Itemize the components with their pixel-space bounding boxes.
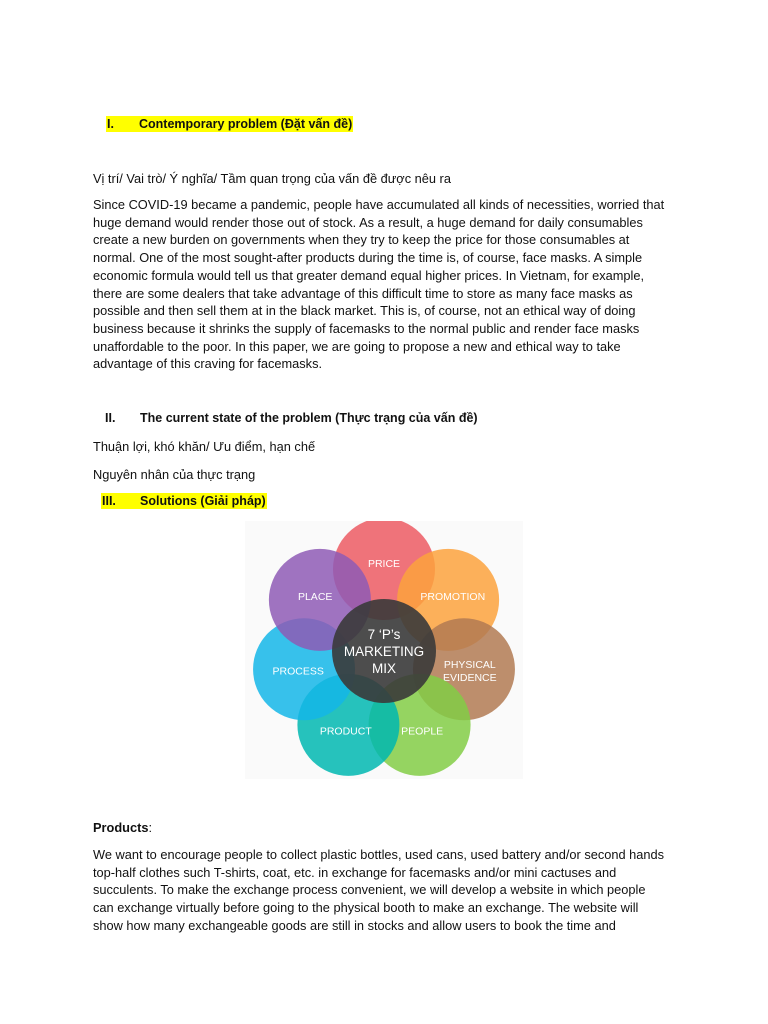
section-1-paragraph-line: there are some dealers that take advantage of this difficult time to store as many face masks as xyxy=(93,285,633,301)
section-2-line-1: Thuận lợi, khó khăn/ Ưu điểm, hạn chế xyxy=(93,439,316,454)
section-3-title: Solutions (Giải pháp) xyxy=(140,494,266,508)
products-paragraph xyxy=(93,846,693,935)
petal-label: PEOPLE xyxy=(401,725,444,738)
section-1-paragraph xyxy=(93,196,693,373)
center-label: MIX xyxy=(371,661,397,676)
products-heading xyxy=(93,819,152,836)
section-1-paragraph-line: huge demand would render those out of stock. As a result, a huge demand for daily consumables xyxy=(93,214,643,230)
section-1-subtitle: Vị trí/ Vai trò/ Ý nghĩa/ Tầm quan trọng của vấn đề được nêu ra xyxy=(93,171,451,186)
section-1-paragraph-line: business because it shrinks the supply of facemasks to the normal public and render face masks xyxy=(93,320,640,336)
products-paragraph-line: We want to encourage people to collect plastic bottles, used cans, used battery and/or second hands xyxy=(93,847,665,862)
section-2-heading xyxy=(104,410,479,426)
petal-label: PRICE xyxy=(367,558,401,570)
section-1-paragraph-line: possible and then sell them at in the black market. This is, of course, not an ethical way of doing xyxy=(93,303,636,319)
section-2-title: The current state of the problem (Thực trạng của vấn đề) xyxy=(140,411,478,425)
petal-label: EVIDENCE xyxy=(442,672,497,685)
petal-label: PRODUCT xyxy=(319,725,372,738)
section-1-title: Contemporary problem (Đặt vấn đề) xyxy=(139,117,353,131)
section-1-paragraph-line: unaffordable to the poor. In this paper, we are going to propose a new and ethical way to take xyxy=(93,338,621,354)
petal-label: PROCESS xyxy=(272,665,324,678)
petal-label: PLACE xyxy=(297,591,333,604)
products-paragraph-line: show how many exchangeable goods are still in stocks and allow users to book the time and xyxy=(93,917,616,933)
products-paragraph-line: succulents. To make the exchange process convenient, we will develop a website in which people xyxy=(93,882,646,898)
products-label: Products xyxy=(93,820,149,835)
center-label: 7 ‘P’s xyxy=(367,627,401,642)
petal-label: PHYSICAL xyxy=(443,659,496,672)
section-1-paragraph-line: Since COVID-19 became a pandemic, people have accumulated all kinds of necessities, worried that xyxy=(93,197,665,212)
products-paragraph-line: top-half clothes such T-shirts, coat, etc. in exchange for facemasks and/or mini cactuses and xyxy=(93,864,617,880)
products-colon: : xyxy=(148,820,153,835)
products-paragraph-line: can exchange virtually before going to the physical booth to make an exchange. The website will xyxy=(93,900,639,916)
petal-label: PROMOTION xyxy=(420,591,486,604)
section-2-number: II. xyxy=(105,411,116,425)
section-1-paragraph-line: normal. One of the most sought-after products during the time is, of course, face masks. A simple xyxy=(93,250,643,266)
marketing-mix-diagram xyxy=(245,521,523,779)
center-label: MARKETING xyxy=(343,644,425,659)
section-1-paragraph-line: economic formula would tell us that greater demand equal higher prices. In Vietnam, for example, xyxy=(93,267,645,283)
section-1-heading xyxy=(106,116,353,132)
section-3-heading xyxy=(101,493,267,509)
section-1-paragraph-line: create a new burden on governments when they try to keep the price for those consumables at xyxy=(93,232,630,248)
section-1-number: I. xyxy=(107,117,114,131)
section-1-paragraph-line: advantage of this craving for facemasks. xyxy=(93,356,323,372)
section-2-line-2: Nguyên nhân của thực trạng xyxy=(93,467,256,482)
section-3-number: III. xyxy=(102,494,116,508)
